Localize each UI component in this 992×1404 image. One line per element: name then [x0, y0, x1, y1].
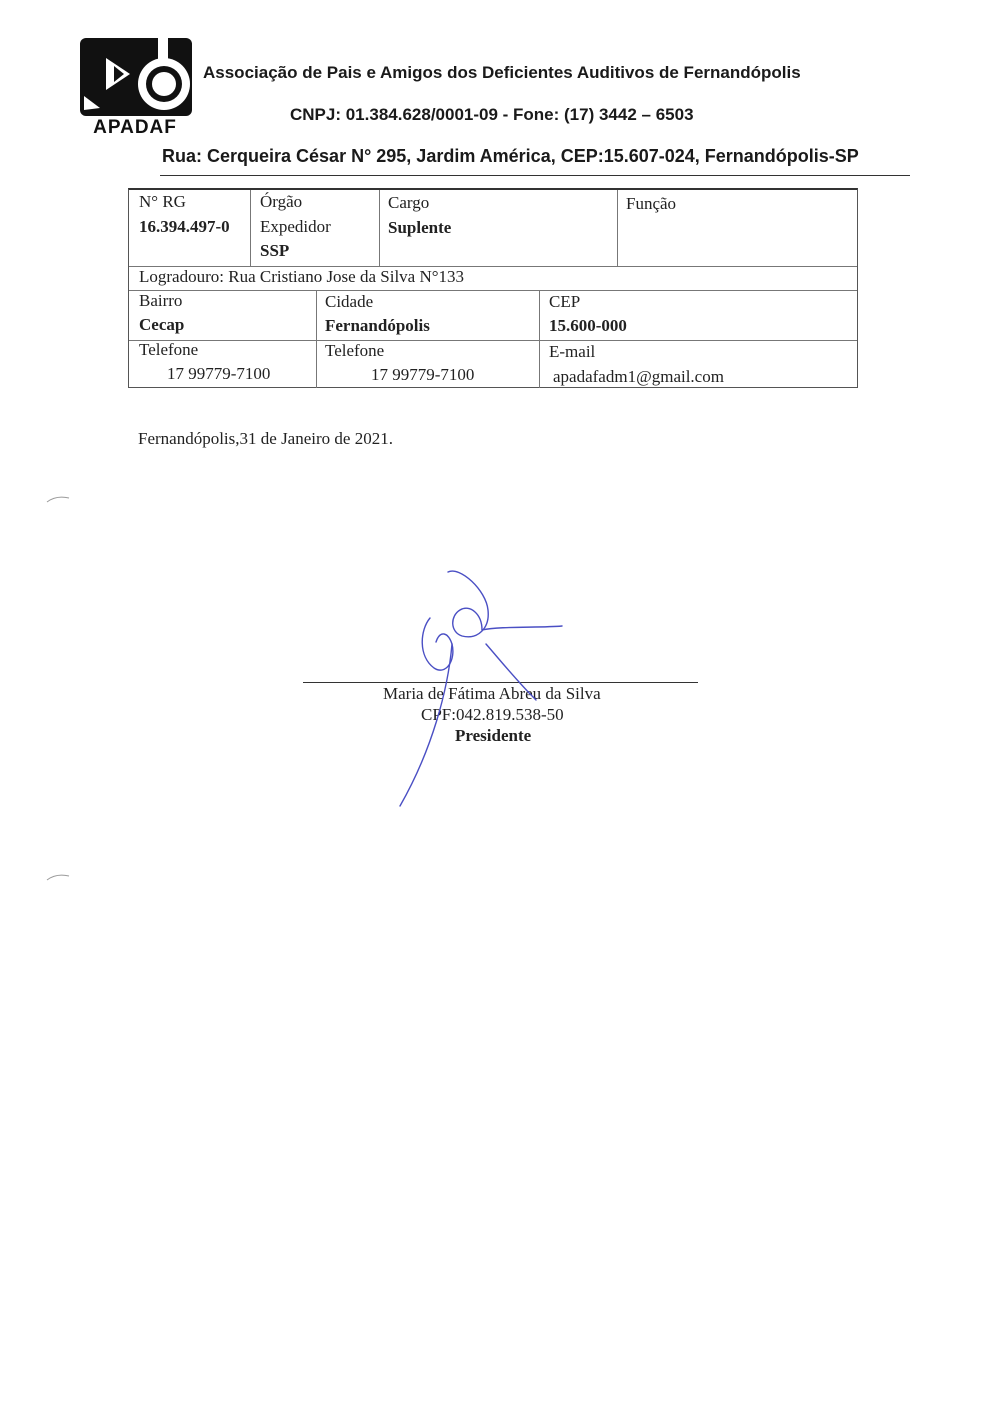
- cargo-value: Suplente: [388, 218, 452, 237]
- rg-value: 16.394.497-0: [139, 217, 230, 236]
- header-divider: [160, 175, 910, 176]
- organization-address: Rua: Cerqueira César N° 295, Jardim América, CEP:15.607-024, Fernandópolis-SP: [162, 146, 859, 166]
- date-line: Fernandópolis,31 de Janeiro de 2021.: [138, 429, 393, 448]
- organization-contact: CNPJ: 01.384.628/0001-09 - Fone: (17) 3442 – 6503: [290, 105, 694, 124]
- table-col-divider: [250, 190, 251, 266]
- orgao-value: SSP: [260, 241, 290, 260]
- scan-mark: [46, 872, 70, 882]
- table-col-divider: [379, 190, 380, 266]
- telefone2-value: 17 99779-7100: [371, 365, 475, 384]
- table-row-divider: [129, 290, 857, 291]
- logradouro: Logradouro: Rua Cristiano Jose da Silva N°133: [139, 267, 465, 286]
- cidade-label: Cidade: [325, 292, 374, 311]
- funcao-label: Função: [626, 194, 677, 213]
- cep-label: CEP: [549, 292, 581, 311]
- table-row-divider: [129, 340, 857, 341]
- bairro-label: Bairro: [139, 291, 183, 310]
- bairro-value: Cecap: [139, 315, 185, 334]
- cidade-value: Fernandópolis: [325, 316, 430, 335]
- table-col-divider: [617, 190, 618, 266]
- email-label: E-mail: [549, 342, 596, 361]
- table-col-divider: [539, 290, 540, 388]
- signatory-role: Presidente: [455, 726, 532, 745]
- signatory-cpf: CPF:042.819.538-50: [421, 705, 564, 724]
- table-col-divider: [316, 290, 317, 388]
- organization-name: Associação de Pais e Amigos dos Deficientes Auditivos de Fernandópolis: [203, 63, 801, 82]
- signatory-name: Maria de Fátima Abreu da Silva: [383, 684, 601, 703]
- logo-emblem-icon: [78, 36, 194, 118]
- orgao-label: Órgão: [260, 192, 303, 211]
- telefone1-label: Telefone: [139, 340, 199, 359]
- handwritten-signature: [390, 560, 580, 815]
- logo-text: APADAF: [93, 117, 177, 138]
- email-value: apadafadm1@gmail.com: [553, 367, 724, 386]
- telefone1-value: 17 99779-7100: [167, 364, 271, 383]
- cep-value: 15.600-000: [549, 316, 627, 335]
- telefone2-label: Telefone: [325, 341, 385, 360]
- cargo-label: Cargo: [388, 193, 430, 212]
- member-data-table: [128, 188, 858, 388]
- orgao-label-2: Expedidor: [260, 217, 331, 236]
- scan-mark: [46, 494, 70, 504]
- rg-label: N° RG: [139, 192, 186, 211]
